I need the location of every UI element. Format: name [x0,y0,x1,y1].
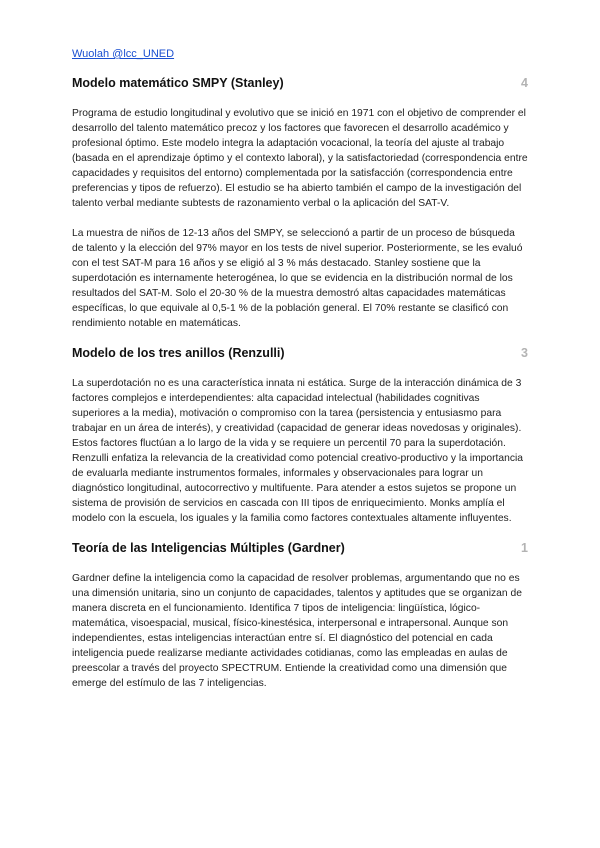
section-renzulli [72,346,528,526]
section-title: Modelo matemático SMPY (Stanley) [72,76,284,90]
section-title: Teoría de las Inteligencias Múltiples (Gardner) [72,541,345,555]
header-link[interactable]: Wuolah @lcc_UNED [72,48,175,60]
section-title: Modelo de los tres anillos (Renzulli) [72,346,285,360]
section-header [72,346,528,360]
section-gardner [72,541,528,691]
paragraph: Programa de estudio longitudinal y evolutivo que se inició en 1971 con el objetivo de comprender el desarrollo del talento matemático precoz y los factores que favorecen el desarrollo académico y profesional óptimo. Este modelo integra la adaptación vocacional, la teoría del ajuste al trabajo (basada en el aprendizaje óptimo y el contexto laboral), y la satisfactoriedad (correspondencia entre capacidades y requisitos del entorno) complementada por la satisfacción (correspondencia entre preferencias y tipos de refuerzo). El estudio se ha abierto también el campo de la investigación del talento verbal mediante subtests de razonamiento verbal o la aplicación del SAT-V. [72,108,528,209]
document-page [72,44,528,706]
section-number: 3 [521,346,528,360]
section-smpy [72,76,528,331]
paragraph: Gardner define la inteligencia como la capacidad de resolver problemas, argumentando que no es una dimensión unitaria, sino un conjunto de capacidades, talentos y aptitudes que se organizan de manera discreta en el funcionamiento. Identifica 7 tipos de inteligencia: lingüística, lógico-matemática, visoespacial, musical, físico-kinestésica, interpersonal e intrapersonal. Aunque son independientes, estas inteligencias interactúan entre sí. El diagnóstico del potencial en cada inteligencia puede realizarse mediante actividades cotidianas, como las empleadas en aulas de preescolar a través del proyecto SPECTRUM. Entiende la creatividad como una dimensión que emerge del estímulo de las 7 inteligencias. [72,573,522,689]
paragraph: La superdotación no es una característica innata ni estática. Surge de la interacción dinámica de 3 factores complejos e interdependientes: alta capacidad intelectual (habilidades cognitivas superiores a la media), motivación o compromiso con la tarea (persistencia y entusiasmo para trabajar en un área de interés), y creatividad (capacidad de generar ideas novedosas y originales). Estos factores fluctúan a lo largo de la vida y se requiere un percentil 70 para la superdotación. Renzulli enfatiza la relevancia de la creatividad como potencial creativo-productivo y la importancia de evaluarla mediante instrumentos formales, informales y observacionales para lograr un diagnóstico longitudinal, autocorrectivo y multifuente. Para atender a estos sujetos se propone un sistema de provisión de servicios en cascada con III tipos de enriquecimiento. Monks amplía el modelo con la escuela, los iguales y la familia como factores contextuales altamente influyentes. [72,378,524,524]
section-header [72,76,528,90]
paragraph: La muestra de niños de 12-13 años del SMPY, se seleccionó a partir de un proceso de búsqueda de talento y la elección del 97% mayor en los tests de nivel superior. Posteriormente, se les evaluó con el test SAT-M para 16 años y se eligió al 3 % más destacado. Stanley sostiene que la superdotación es internamente heterogénea, lo que se evidencia en la distribución normal de los resultados del SAT-M. Solo el 20-30 % de la muestra demostró altas capacidades matemáticas específicas, lo que equivale al 0,5-1 % de la población general. El 70% restante se clasificó con rendimiento notable en matemáticas. [72,228,523,329]
section-number: 1 [521,541,528,555]
section-number: 4 [521,76,528,90]
section-header [72,541,528,555]
